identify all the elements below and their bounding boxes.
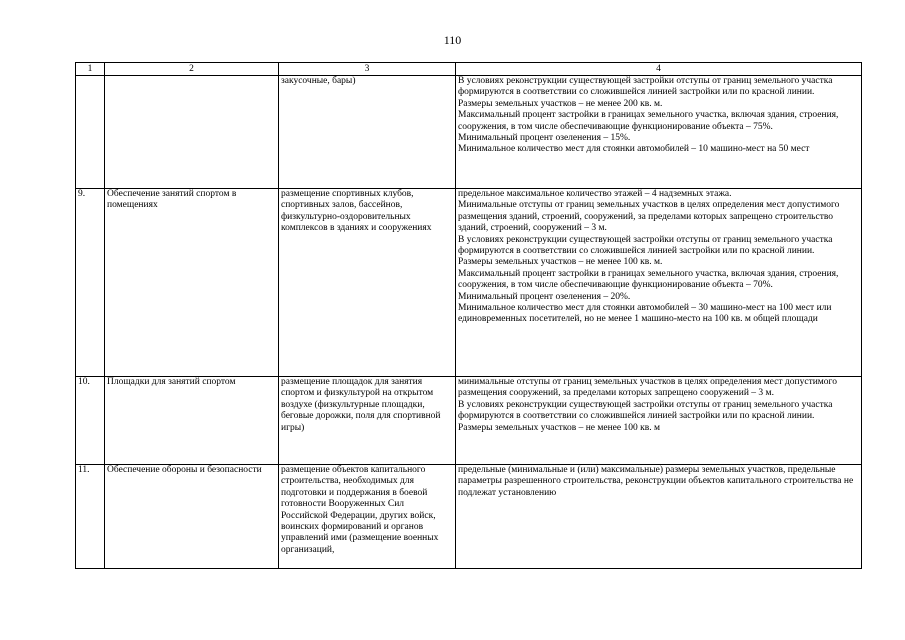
row-number: 11. xyxy=(76,465,105,569)
parameters-cell xyxy=(456,377,862,465)
page-number: 110 xyxy=(443,33,462,47)
use-type-name xyxy=(105,76,279,189)
parameters-cell xyxy=(456,76,862,189)
use-type-description: размещение объектов капитального строительства, необходимых для подготовки и поддержания в боевой готовности Вооруженных Сил Российской Федерации, других войск, воинских формирований и органов управлений ими (размещение военных организаций, xyxy=(279,465,456,569)
parameter-line: Минимальный процент озеленения – 15%. xyxy=(458,133,631,144)
parameter-line: В условиях реконструкции существующей застройки отступы от границ земельного участка формируются в соответствии со сложившейся линией застройки или по красной линии. xyxy=(458,399,833,422)
parameter-line: Минимальное количество мест для стоянки автомобилей – 30 машино-мест на 100 мест или единовременных посетителей, но не менее 1 машино-место на 100 кв. м общей площади xyxy=(458,303,832,325)
parameter-line: предельное максимальное количество этажей – 4 надземных этажа. xyxy=(458,189,732,199)
column-header-2: 2 xyxy=(105,63,279,76)
parameters-cell xyxy=(456,465,862,569)
parameter-line: Размеры земельных участков – не менее 200 кв. м. xyxy=(458,98,663,109)
table-header-row xyxy=(76,63,862,76)
table-row xyxy=(76,377,862,465)
table-row xyxy=(76,465,862,569)
parameter-line: предельные (минимальные и (или) максимальные) размеры земельных участков, предельные параметры разрешенного строительства, реконструкции объектов капитального строительства не подлежат установлению xyxy=(458,465,854,498)
table-row xyxy=(76,189,862,377)
row-number: 10. xyxy=(76,377,105,465)
parameter-line: Размеры земельных участков – не менее 100 кв. м xyxy=(458,422,660,433)
row-number: 9. xyxy=(76,189,105,377)
column-header-4: 4 xyxy=(456,63,862,76)
column-header-1: 1 xyxy=(76,63,105,76)
parameter-line: Минимальный процент озеленения – 20%. xyxy=(458,291,631,302)
parameter-line: Минимальное количество мест для стоянки автомобилей – 10 машино-мест на 50 мест xyxy=(458,144,810,155)
parameter-line: Минимальные отступы от границ земельных участков в целях определения мест допустимого размещения зданий, строений, сооружений, за пределами которых запрещено строительство зданий, строений, сооружений – 3 м. xyxy=(458,200,840,234)
use-type-name: Обеспечение занятий спортом в помещениях xyxy=(105,189,279,377)
row-number xyxy=(76,76,105,189)
use-type-description: размещение площадок для занятия спортом и физкультурой на открытом воздухе (физкультурные площадки, беговые дорожки, поля для спортивной игры) xyxy=(279,377,456,465)
parameter-line: В условиях реконструкции существующей застройки отступы от границ земельного участка формируются в соответствии со сложившейся линией застройки или по красной линии. xyxy=(458,234,833,257)
use-type-description: закусочные, бары) xyxy=(279,76,456,189)
use-type-name: Обеспечение обороны и безопасности xyxy=(105,465,279,569)
regulations-table xyxy=(75,62,862,569)
parameter-line: Максимальный процент застройки в границах земельного участка, включая здания, строения, сооружения, в том числе обеспечивающие функционирование объекта – 70%. xyxy=(458,268,839,291)
parameter-line: минимальные отступы от границ земельных участков в целях определения мест допустимого размещения сооружений, за пределами которых запрещено сооружений – 3 м. xyxy=(458,377,837,399)
parameter-line: Максимальный процент застройки в границах земельного участка, включая здания, строения, сооружения, в том числе обеспечивающие функционирование объекта – 75%. xyxy=(458,110,839,132)
parameter-line: Размеры земельных участков – не менее 100 кв. м. xyxy=(458,257,663,268)
parameters-cell xyxy=(456,189,862,377)
parameter-line: В условиях реконструкции существующей застройки отступы от границ земельного участка формируются в соответствии со сложившейся линией застройки или по красной линии. xyxy=(458,76,833,98)
column-header-3: 3 xyxy=(279,63,456,76)
use-type-name: Площадки для занятий спортом xyxy=(105,377,279,465)
use-type-description: размещение спортивных клубов, спортивных залов, бассейнов, физкультурно-оздоровительных комплексов в зданиях и сооружениях xyxy=(279,189,456,377)
table-row xyxy=(76,76,862,189)
